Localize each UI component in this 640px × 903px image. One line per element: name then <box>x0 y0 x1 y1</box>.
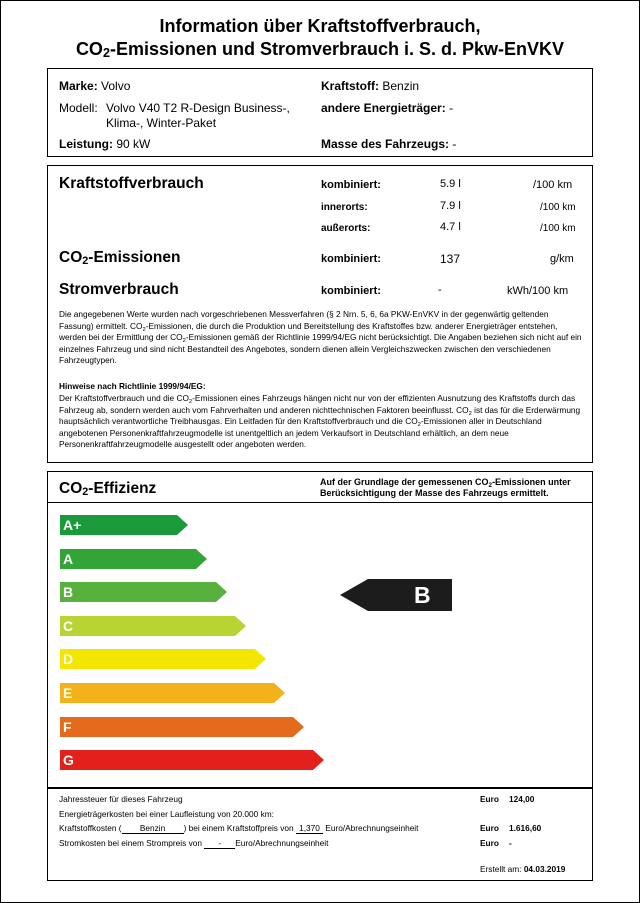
efficiency-bar-label: C <box>63 618 74 634</box>
efficiency-bar-c <box>60 616 246 636</box>
stromverbrauch-heading: Stromverbrauch <box>59 281 179 298</box>
co2-kombiniert-label: kombiniert: <box>321 253 381 265</box>
efficiency-bar-g <box>60 750 324 770</box>
kraftstoff-field: Kraftstoff: Benzin <box>321 79 420 93</box>
kombiniert-unit: /100 km <box>533 179 573 191</box>
modell-value-2: Klima-, Winter-Paket <box>106 116 217 130</box>
leistung-field: Leistung: 90 kW <box>59 137 151 151</box>
efficiency-bar-d <box>60 649 266 669</box>
stromkosten-line: Stromkosten bei einem Strompreis von - Euro/Abrechnungseinheit <box>59 838 329 848</box>
innerorts-label: innerorts: <box>321 202 368 213</box>
co2-emissionen-heading: $CO_2$-Emissionen <box>59 249 181 267</box>
andere-energietraeger-field: andere Energieträger: - <box>321 101 454 115</box>
ausserorts-label: außerorts: <box>321 223 371 234</box>
rating-arrow <box>340 579 452 611</box>
kraftstoffkosten-currency: Euro <box>480 823 499 833</box>
efficiency-note: Auf der Grundlage der gemessenen $CO_2$-Emissionen unter Berücksichtigung der Masse des Fahrzeugs ermittelt. <box>320 477 571 498</box>
co2-unit: g/km <box>550 253 574 265</box>
efficiency-box <box>47 471 593 788</box>
strom-kombiniert-label: kombiniert: <box>321 285 381 297</box>
costs-box <box>47 788 593 881</box>
ausserorts-unit: /100 km <box>540 223 576 234</box>
efficiency-bar-label: E <box>63 685 73 701</box>
marke-field: Marke: Volvo <box>59 79 131 93</box>
efficiency-bar-label: B <box>63 584 74 600</box>
hinweise-heading: Hinweise nach Richtlinie 1999/94/EG: <box>59 381 206 391</box>
innerorts-unit: /100 km <box>540 202 576 213</box>
efficiency-bar-a-plus <box>60 515 188 535</box>
jahressteuer-value: 124,00 <box>509 794 535 804</box>
jahressteuer-currency: Euro <box>480 794 499 804</box>
innerorts-value: 7.9 l <box>440 200 461 212</box>
kraftstoffkosten-line: Kraftstoffkosten ( Benzin ) bei einem Kraftstoffpreis von 1,370 Euro/Abrechnungseinheit <box>59 823 419 833</box>
title-line-1: Information über Kraftstoffverbrauch, <box>159 16 481 36</box>
title-line-2: $CO_2$-Emissionen und Stromverbrauch i. S. d. Pkw-EnVKV <box>75 39 565 60</box>
energietraeger-label: Energieträgerkosten bei einer Laufleistung von 20.000 km: <box>59 809 274 819</box>
strom-value: - <box>438 284 442 296</box>
co2-effizienz-heading: $CO_2$-Effizienz <box>59 480 157 498</box>
masse-field: Masse des Fahrzeugs: - <box>321 137 457 151</box>
kraftstoffverbrauch-heading: Kraftstoffverbrauch <box>59 175 204 192</box>
jahressteuer-label: Jahressteuer für dieses Fahrzeug <box>59 794 183 804</box>
ausserorts-value: 4.7 l <box>440 221 461 233</box>
efficiency-bar-a <box>60 549 207 569</box>
modell-value-1: Volvo V40 T2 R-Design Business-, <box>106 101 290 115</box>
efficiency-divider <box>48 502 592 503</box>
efficiency-bar-label: A <box>63 551 74 567</box>
kombiniert-label: kombiniert: <box>321 179 381 191</box>
rating-label: B <box>414 582 431 608</box>
efficiency-bar-label: A+ <box>63 517 82 533</box>
efficiency-bar-e <box>60 683 285 703</box>
erstellt-field: Erstellt am: 04.03.2019 <box>480 864 566 874</box>
vehicle-info-box <box>47 68 593 157</box>
efficiency-bar-b <box>60 582 227 602</box>
co2-value: 137 <box>440 252 461 266</box>
efficiency-bar-label: G <box>63 752 74 768</box>
disclaimer-paragraph-1: Die angegebenen Werte wurden nach vorgeschriebenen Messverfahren (§ 2 Nrn. 5, 6, 6a PKW-EnVKV in der gegenwärtig geltenden Fassung) ermittelt. $CO_2$-Emissionen, die durch die Produktion und Bereitstellung des Kraftstoffes bzw. anderer Energieträger entstehen, werden bei der Ermittlung der $CO_2$-Emissionen gemäß der Richtlinie 1999/94/EG nicht berücksichtigt. Die Angaben beziehen sich nicht auf ein einzelnes Fahrzeug und sind nicht Bestandteil des Angebotes, sondern dienen allein Vergleichszwecken zwischen den verschiedenen Fahrzeugtypen. <box>59 309 582 366</box>
efficiency-bar-label: D <box>63 651 74 667</box>
consumption-box <box>47 165 593 463</box>
efficiency-bar-f <box>60 717 304 737</box>
stromkosten-currency: Euro <box>480 838 499 848</box>
kraftstoffkosten-value: 1.616,60 <box>509 823 542 833</box>
modell-label: Modell: <box>59 101 98 115</box>
disclaimer-paragraph-2: Der Kraftstoffverbrauch und die $CO_2$-Emissionen eines Fahrzeugs hängen nicht nur von der effizienten Ausnutzung des Kraftstoffs durch das Fahrzeug ab, sondern werden auch vom Fahrverhalten und anderen nichttechnischen Faktoren beeinflusst. $CO_2$ ist das für die Erderwärmung hauptsächlich verantwortliche Treibhausgas. Ein Leitfaden für den Kraftstoffverbrauch und die $CO_2$-Emissionen aller in Deutschland angebotenen Personenkraftfahrzeugmodelle ist unentgeltlich an jedem Verkaufsort in Deutschland erhältlich, an dem neue Personenkraftfahrzeugmodelle ausgestellt oder angeboten werden. <box>59 393 581 450</box>
efficiency-bar-label: F <box>63 719 72 735</box>
strom-unit: kWh/100 km <box>507 285 569 297</box>
kombiniert-value: 5.9 l <box>440 178 461 190</box>
stromkosten-value: - <box>509 838 512 848</box>
